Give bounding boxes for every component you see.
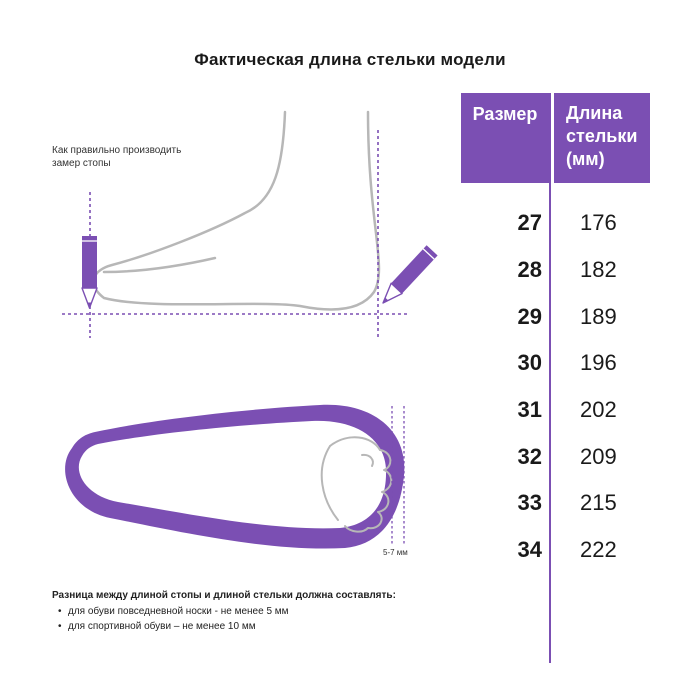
insole-illustration: [65, 405, 404, 549]
measure-instruction-line: Как правильно производить: [52, 145, 182, 156]
size-cell: 27: [517, 210, 542, 235]
difference-note-item: [58, 606, 396, 617]
size-cell: 34: [517, 537, 542, 562]
size-cell: 32: [517, 444, 542, 469]
difference-note-item: [58, 621, 396, 632]
foot-side-illustration: [94, 112, 379, 309]
length-cell: 209: [580, 444, 617, 469]
size-cell: 29: [517, 304, 542, 329]
size-cell: 33: [517, 490, 542, 515]
difference-note-item-text: для обуви повседневной носки - не менее 5 мм: [68, 606, 289, 617]
bullet-icon: •: [58, 621, 62, 632]
size-cell: 28: [517, 257, 542, 282]
length-cell: 202: [580, 397, 617, 422]
gap-label: 5-7 мм: [383, 548, 408, 557]
length-cell: 215: [580, 490, 617, 515]
page-title: Фактическая длина стельки модели: [194, 50, 506, 69]
pencil-icon: [82, 236, 97, 308]
length-cell: 196: [580, 350, 617, 375]
length-cell: 222: [580, 537, 617, 562]
pencil-icon: [378, 245, 438, 308]
measure-guides: [62, 130, 410, 338]
length-cell: 176: [580, 210, 617, 235]
column-header-size: Размер: [461, 93, 549, 183]
difference-note-title: Разница между длиной стопы и длиной стельки должна составлять:: [52, 590, 396, 601]
column-header-length-line: стельки: [566, 126, 638, 146]
measure-instruction-line: замер стопы: [52, 158, 111, 169]
difference-note: [52, 590, 396, 636]
size-cell: 30: [517, 350, 542, 375]
column-header-length-line: Длина: [566, 103, 623, 123]
column-header-length-line: (мм): [566, 149, 605, 169]
size-cell: 31: [517, 397, 542, 422]
table-divider: [549, 93, 551, 663]
difference-note-item-text: для спортивной обуви – не менее 10 мм: [68, 621, 256, 632]
length-cell: 189: [580, 304, 617, 329]
column-header-length: [554, 93, 650, 183]
bullet-icon: •: [58, 606, 62, 617]
length-cell: 182: [580, 257, 617, 282]
